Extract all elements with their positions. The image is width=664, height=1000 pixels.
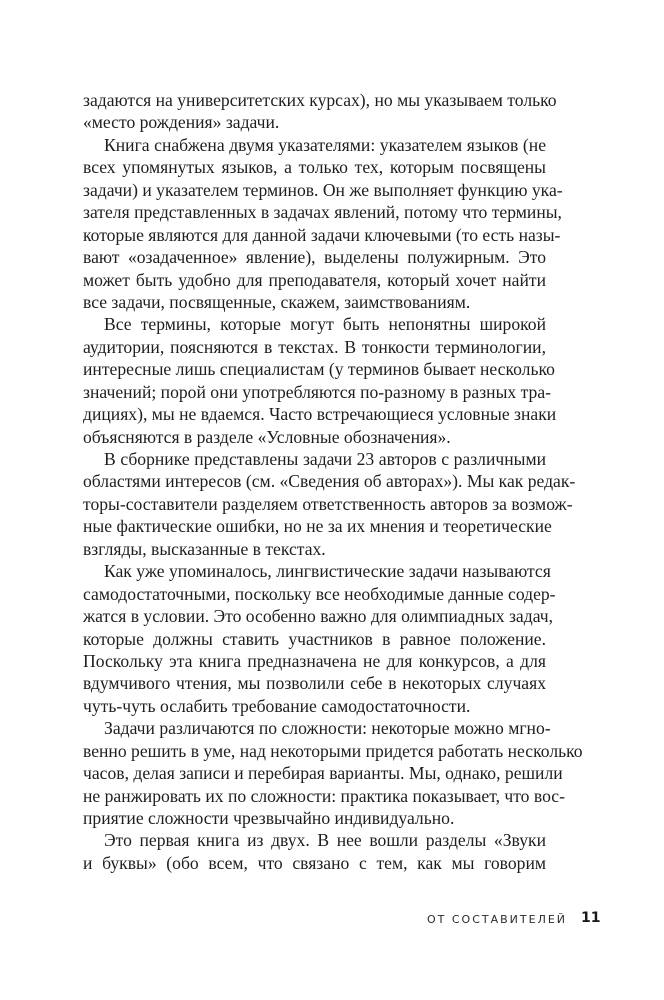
text-line: приятие сложности чрезвычайно индивидуально. (83, 808, 455, 828)
text-line: В сборнике представлены задачи 23 авторов с различными (104, 449, 546, 469)
text-line: чуть-чуть ослабить требование самодостаточности. (83, 695, 471, 716)
text-line: может быть удобно для преподавателя, который хочет найти (83, 269, 546, 290)
paragraph-indexes (83, 134, 563, 314)
text-line: которые должны ставить участников в равное положение. (83, 628, 546, 649)
body-text (83, 89, 583, 874)
text-line: вают «озадаченное» явление), выделены полужирным. Это (83, 247, 546, 268)
text-line: жатся в условии. Это особенно важно для олимпиадных задач, (83, 606, 554, 627)
text-line: взгляды, высказанные в текстах. (83, 538, 326, 559)
paragraph-continuation (83, 89, 557, 134)
paragraph-self-sufficiency (83, 560, 556, 717)
text-line: областями интересов (см. «Сведения об авторах»). Мы как редак- (83, 471, 576, 492)
text-line: Как уже упоминалось, лингвистические задачи называются (104, 561, 551, 582)
text-line: значений; порой они употребляются по-разному в разных тра- (83, 381, 551, 402)
text-line: аудитории, поясняются в текстах. В тонкости терминологии, (83, 336, 546, 357)
paragraph-difficulty (83, 717, 583, 829)
text-line: «место рождения» задачи. (83, 112, 280, 133)
text-line: интересные лишь специалистам (у терминов бывает несколько (83, 359, 555, 380)
text-line: и буквы» (обо всем, что связано с тем, как мы говорим (83, 852, 546, 873)
text-line: торы-составители разделяем ответственность авторов за возмож- (83, 493, 573, 514)
text-line: вдумчивого чтения, мы позволили себе в некоторых случаях (83, 673, 546, 694)
paragraph-first-book (83, 829, 546, 874)
text-line: задаются на университетских курсах), но мы указываем только (83, 90, 557, 110)
text-line: которые являются для данной задачи ключевыми (то есть назы- (83, 224, 561, 245)
page-number: 11 (581, 910, 601, 926)
running-footer: ОТ СОСТАВИТЕЛЕЙ (427, 913, 568, 926)
text-line: задачи) и указателем терминов. Он же выполняет функцию ука- (83, 179, 563, 200)
text-line: Поскольку эта книга предназначена не для конкурсов, а для (83, 650, 546, 671)
text-line: все задачи, посвященные, скажем, заимствованиям. (83, 291, 471, 312)
paragraph-authors (83, 448, 576, 560)
text-line: Это первая книга из двух. В нее вошли разделы «Звуки (104, 830, 546, 851)
text-line: не ранжировать их по сложности: практика показывает, что вос- (83, 785, 565, 806)
text-line: всех упомянутых языков, а только тех, которым посвящены (83, 157, 546, 178)
text-line: ные фактические ошибки, но не за их мнения и теоретические (83, 516, 552, 537)
text-line: дициях), мы не вдаемся. Часто встречающиеся условные знаки (83, 404, 557, 425)
text-line: Все термины, которые могут быть непонятны широкой (104, 314, 546, 335)
text-line: самодостаточными, поскольку все необходимые данные содер- (83, 583, 556, 604)
text-line: часов, делая записи и перебирая варианты. Мы, однако, решили (83, 763, 563, 784)
text-line: Задачи различаются по сложности: некоторые можно мгно- (104, 718, 551, 739)
text-line: зателя представленных в задачах явлений, потому что термины, (83, 202, 562, 223)
paragraph-terms (83, 313, 557, 448)
text-line: венно решить в уме, над некоторыми придется работать несколько (83, 740, 583, 761)
text-line: Книга снабжена двумя указателями: указателем языков (не (104, 134, 546, 155)
text-line: объясняются в разделе «Условные обозначения». (83, 426, 451, 447)
